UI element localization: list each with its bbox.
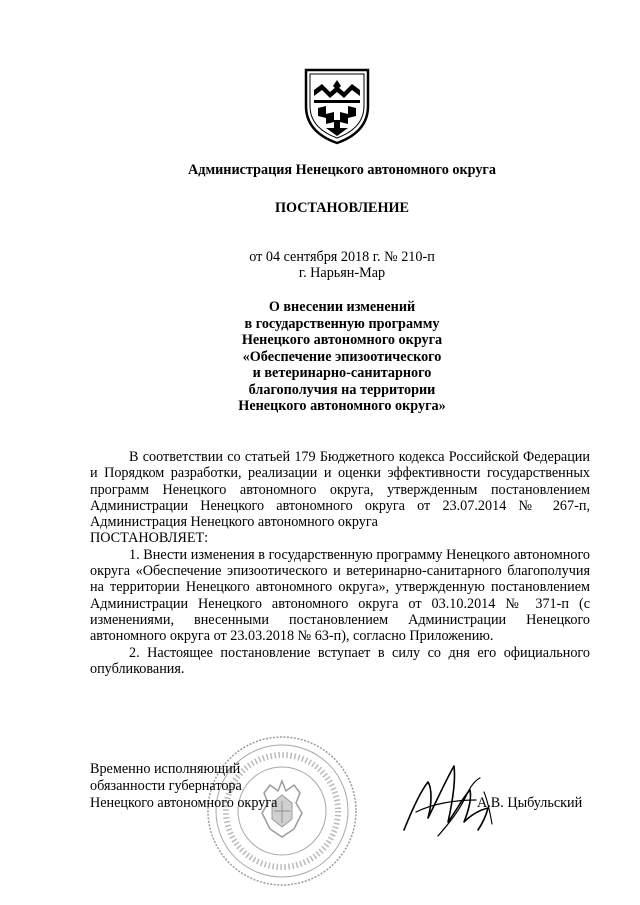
subject-line: благополучия на территории [248, 381, 436, 398]
position-line: обязанности губернатора [90, 778, 242, 794]
resolves-word: ПОСТАНОВЛЯЕТ: [90, 530, 209, 547]
subject-line: О внесении изменений [268, 299, 416, 315]
position-line: Ненецкого автономного округа [90, 795, 278, 811]
decree-subject [160, 299, 524, 415]
handwritten-signature-icon [398, 752, 508, 844]
city: г. Нарьян-Мар [298, 265, 386, 281]
nao-coat-of-arms-icon [300, 66, 374, 146]
administration-title: Администрация Ненецкого автономного округа [188, 162, 496, 178]
subject-line: и ветеринарно-санитарного [252, 365, 432, 381]
document-type: ПОСТАНОВЛЕНИЕ [274, 200, 410, 216]
date-number: от 04 сентября 2018 г. № 210-п [249, 249, 435, 265]
decree-body [90, 449, 590, 677]
position-line: Временно исполняющий [90, 761, 241, 777]
item-2: 2. Настоящее постановление вступает в силу со дня его официального опубликования. [90, 644, 590, 677]
signatory-position [90, 761, 277, 812]
signatory-name: А.В. Цыбульский [477, 795, 583, 811]
subject-line: «Обеспечение эпизоотического [242, 348, 442, 365]
item-1: 1. Внести изменения в государственную программу Ненецкого автономного округа «Обеспечение эпизоотического и ветеринарно-санитарного благополучия на территории Ненецкого автономного округа», утвержденную постановлением Администрации Ненецкого автономного округа от 03.10.2014 № 371-п (с изменениями, внесенными постановлением Администрации Ненецкого автономного округа от 23.03.2018 № 63-п), согласно Приложению. [90, 546, 590, 645]
subject-line: Ненецкого автономного округа [241, 332, 443, 348]
subject-line: в государственную программу [244, 315, 440, 332]
intro-paragraph: В соответствии со статьей 179 Бюджетного кодекса Российской Федерации и Порядком разработки, реализации и оценки эффективности государственных программ Ненецкого автономного округа, утвержденным постановлением Администрации Ненецкого автономного округа от 23.07.2014 № 267-п, Администрация Ненецкого автономного округа [90, 449, 590, 531]
subject-line: Ненецкого автономного округа» [238, 398, 446, 414]
